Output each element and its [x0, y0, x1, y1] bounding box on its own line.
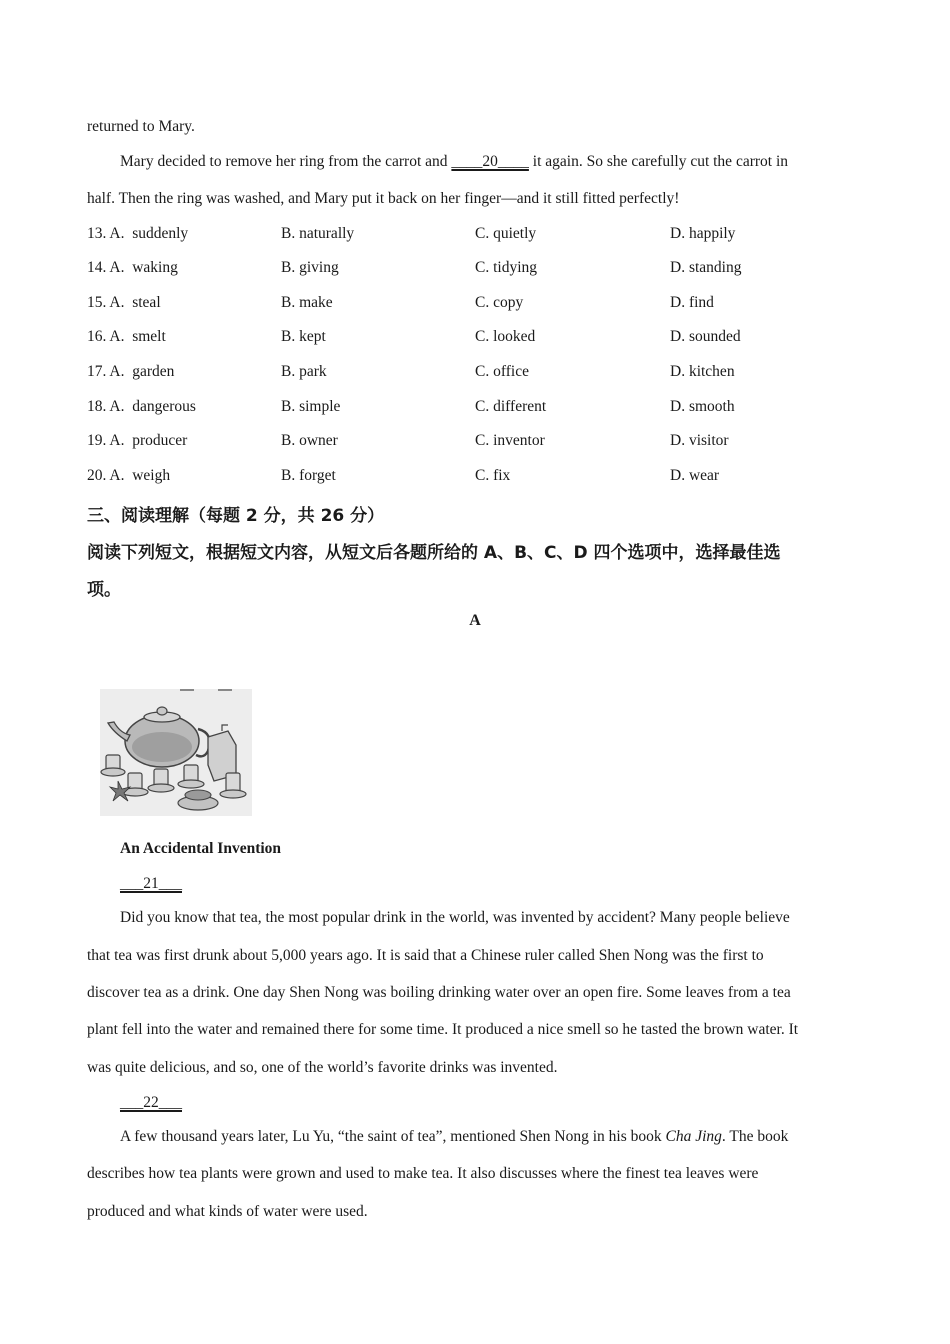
option-d: D. standing [670, 259, 742, 276]
option-d: D. smooth [670, 398, 735, 415]
option-c: C. copy [475, 294, 524, 311]
option-b: B. simple [281, 398, 341, 415]
article-line: that tea was first drunk about 5,000 years ago. It is said that a Chinese ruler called Shen Nong was the first to [87, 947, 764, 964]
passage-line [120, 153, 788, 171]
option-b: B. giving [281, 259, 339, 276]
passage-text: it again. So she carefully cut the carrot in [528, 153, 789, 170]
option-d: D. visitor [670, 432, 729, 449]
question-row-14 [87, 259, 867, 279]
option-b: B. forget [281, 467, 336, 484]
article-title: An Accidental Invention [120, 840, 282, 857]
article-line: Did you know that tea, the most popular drink in the world, was invented by accident? Many people believe [120, 909, 790, 926]
option-c: C. inventor [475, 432, 545, 449]
option-b: B. kept [281, 328, 326, 345]
option-a: 13. A. suddenly [87, 225, 189, 242]
question-row-17 [87, 363, 867, 383]
option-d: D. wear [670, 467, 720, 484]
passage-line: half. Then the ring was washed, and Mary put it back on her finger—and it still fitted perfectly! [87, 190, 680, 207]
option-a: 19. A. producer [87, 432, 188, 449]
option-d: D. sounded [670, 328, 741, 345]
blank-21-text: ___21___ [120, 875, 182, 892]
option-d: D. happily [670, 225, 736, 242]
article-line: discover tea as a drink. One day Shen Nong was boiling drinking water over an open fire. Some leaves from a tea [87, 984, 791, 1001]
article-line: produced and what kinds of water were used. [87, 1203, 368, 1220]
question-row-13 [87, 225, 867, 245]
option-a: 18. A. dangerous [87, 398, 196, 415]
question-row-20 [87, 467, 867, 487]
article-text: . The book [721, 1128, 789, 1145]
tea-set-image [100, 689, 252, 816]
option-c: C. office [475, 363, 529, 380]
option-c: C. different [475, 398, 547, 415]
option-a: 16. A. smelt [87, 328, 166, 345]
article-text: A few thousand years later, Lu Yu, “the saint of tea”, mentioned Shen Nong in his book [120, 1128, 666, 1145]
option-a: 20. A. weigh [87, 467, 171, 484]
question-row-19 [87, 432, 867, 452]
article-line: describes how tea plants were grown and used to make tea. It also discusses where the finest tea leaves were [87, 1165, 759, 1182]
article-line: plant fell into the water and remained there for some time. It produced a nice smell so he tasted the brown water. It [87, 1021, 799, 1038]
book-title: Cha Jing [665, 1128, 722, 1145]
blank-20: ____20____ [451, 153, 529, 170]
passage-line: returned to Mary. [87, 118, 195, 135]
article-line [120, 1128, 788, 1146]
option-c: C. fix [475, 467, 511, 484]
section-title: 三、阅读理解（每题 2 分，共 26 分） [87, 506, 385, 526]
option-c: C. tidying [475, 259, 538, 276]
question-row-15 [87, 294, 867, 314]
question-row-16 [87, 328, 867, 348]
option-b: B. park [281, 363, 327, 380]
option-a: 17. A. garden [87, 363, 175, 380]
question-row-18 [87, 398, 867, 418]
blank-21 [120, 875, 182, 893]
option-a: 15. A. steal [87, 294, 161, 311]
option-c: C. looked [475, 328, 536, 345]
article-line: was quite delicious, and so, one of the world’s favorite drinks was invented. [87, 1059, 558, 1076]
option-b: B. make [281, 294, 333, 311]
option-d: D. find [670, 294, 714, 311]
option-a: 14. A. waking [87, 259, 178, 276]
section-instructions: 项。 [87, 580, 121, 600]
section-instructions: 阅读下列短文，根据短文内容，从短文后各题所给的 A、B、C、D 四个选项中，选择最佳选 [87, 543, 781, 563]
passage-label: A [469, 612, 481, 629]
option-b: B. owner [281, 432, 338, 449]
blank-22-text: ___22___ [120, 1094, 182, 1111]
option-c: C. quietly [475, 225, 537, 242]
option-b: B. naturally [281, 225, 355, 242]
blank-22 [120, 1094, 182, 1112]
option-d: D. kitchen [670, 363, 735, 380]
passage-text: Mary decided to remove her ring from the carrot and [120, 153, 452, 170]
